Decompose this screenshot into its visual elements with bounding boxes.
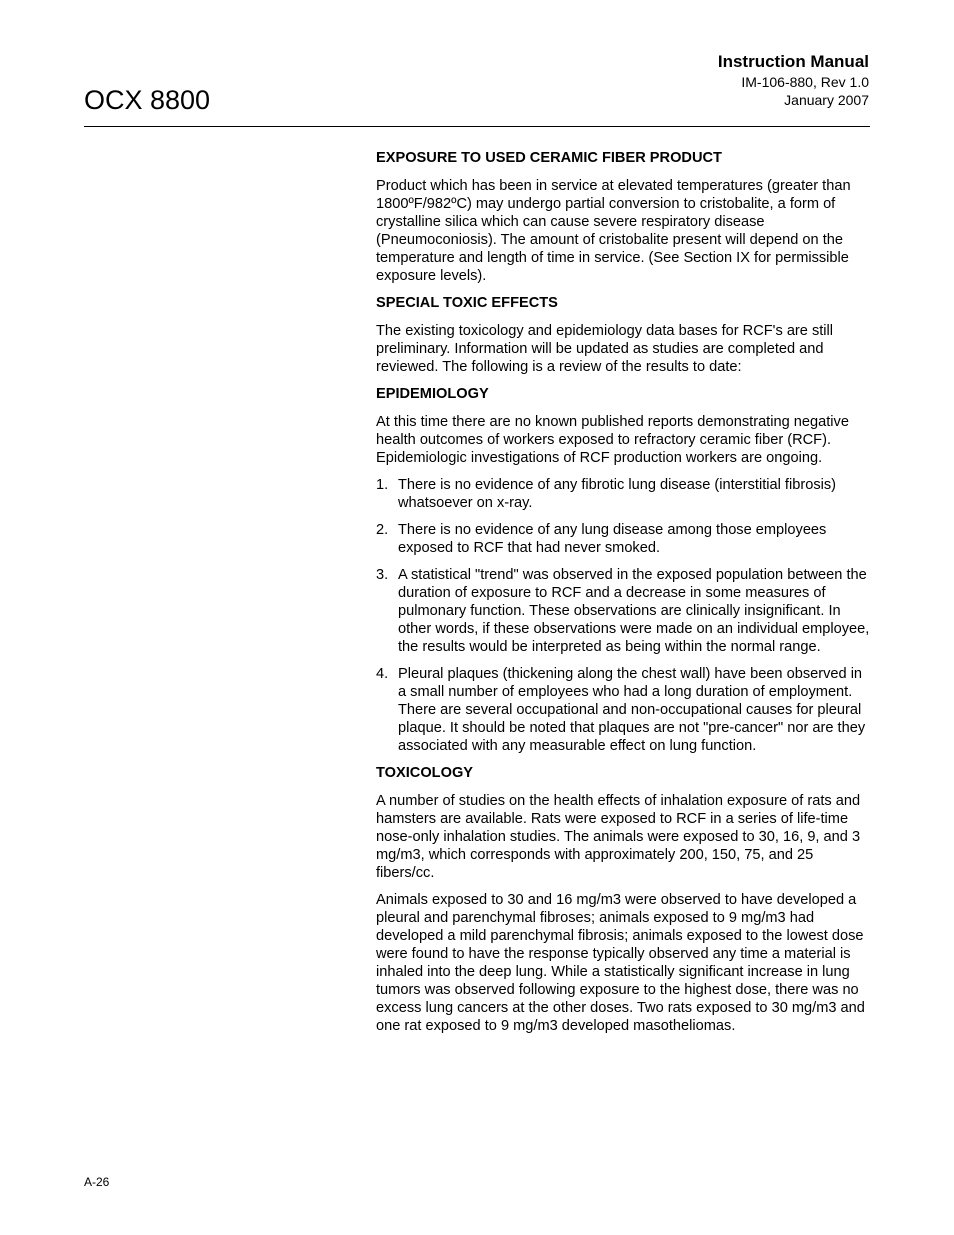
toxicology-paragraph-2: Animals exposed to 30 and 16 mg/m3 were observed to have developed a pleural and parenchymal fibroses; animals exposed to 9 mg/m3 had developed a mild parenchymal fibrosis; animals exposed to the lowest dose were found to have the response typically observed any time a material is inhaled into the deep lung. While a statistically significant increase in lung tumors was observed following exposure to the highest dose, there was no excess lung cancers at the other doses. Two rats exposed to 30 mg/m3 and one rat exposed to 9 mg/m3 developed masotheliomas. (376, 892, 865, 1034)
list-item (376, 521, 870, 557)
epidemiology-findings-list (376, 476, 870, 755)
exposure-paragraph: Product which has been in service at elevated temperatures (greater than 1800ºF/982ºC) may undergo partial conversion to cristobalite, a form of crystalline silica which can cause severe respiratory disease (Pneumoconiosis). The amount of cristobalite present will depend on the temperature and length of time in service. (See Section IX for permissible exposure levels). (376, 178, 851, 284)
document-info (718, 51, 869, 109)
manual-title: Instruction Manual (717, 52, 869, 71)
list-item-number: 4. (376, 666, 389, 682)
list-item-text: There is no evidence of any fibrotic lung disease (interstitial fibrosis) whatsoever on x-ray. (398, 477, 837, 511)
epidemiology-paragraph: At this time there are no known published reports demonstrating negative health outcomes of workers exposed to refractory ceramic fiber (RCF). Epidemiologic investigations of RCF production workers are ongoing. (376, 414, 849, 466)
list-item-number: 2. (376, 522, 389, 538)
list-item-number: 3. (376, 567, 389, 583)
section-heading-epidemiology: EPIDEMIOLOGY (376, 386, 489, 402)
list-item (376, 476, 870, 512)
document-date: January 2007 (784, 92, 869, 108)
list-item-text: A statistical "trend" was observed in the exposed population between the duration of exposure to RCF and a decrease in some measures of pulmonary function. These observations are clinically insignificant. In other words, if these observations were made on an individual employee, the results would be interpreted as being within the normal range. (398, 567, 870, 655)
page-number: A-26 (84, 1175, 110, 1189)
list-item (376, 665, 870, 755)
list-item-text: Pleural plaques (thickening along the chest wall) have been observed in a small number of employees who had a long duration of employment. There are several occupational and non-occupational causes for pleural plaque. It should be noted that plaques are not "pre-cancer" nor are they associated with any measurable effect on lung function. (398, 666, 866, 754)
list-item-text: There is no evidence of any lung disease among those employees exposed to RCF that had never smoked. (398, 522, 827, 556)
header-divider (84, 126, 870, 127)
main-content (376, 149, 870, 1044)
section-heading-exposure: EXPOSURE TO USED CERAMIC FIBER PRODUCT (376, 150, 722, 166)
special-toxic-effects-paragraph: The existing toxicology and epidemiology data bases for RCF's are still preliminary. Information will be updated as studies are completed and reviewed. The following is a review of the results to date: (376, 323, 834, 375)
section-heading-special-toxic-effects: SPECIAL TOXIC EFFECTS (376, 295, 558, 311)
product-title: OCX 8800 (84, 85, 211, 115)
list-item (376, 566, 870, 656)
document-number: IM-106-880, Rev 1.0 (741, 74, 869, 90)
list-item-number: 1. (376, 477, 389, 493)
toxicology-paragraph-1: A number of studies on the health effects of inhalation exposure of rats and hamsters are available. Rats were exposed to RCF in a series of life-time nose-only inhalation studies. The animals were exposed to 30, 16, 9, and 3 mg/m3, which corresponds with approximately 200, 150, 75, and 25 fibers/cc. (376, 793, 861, 881)
section-heading-toxicology: TOXICOLOGY (376, 765, 474, 781)
